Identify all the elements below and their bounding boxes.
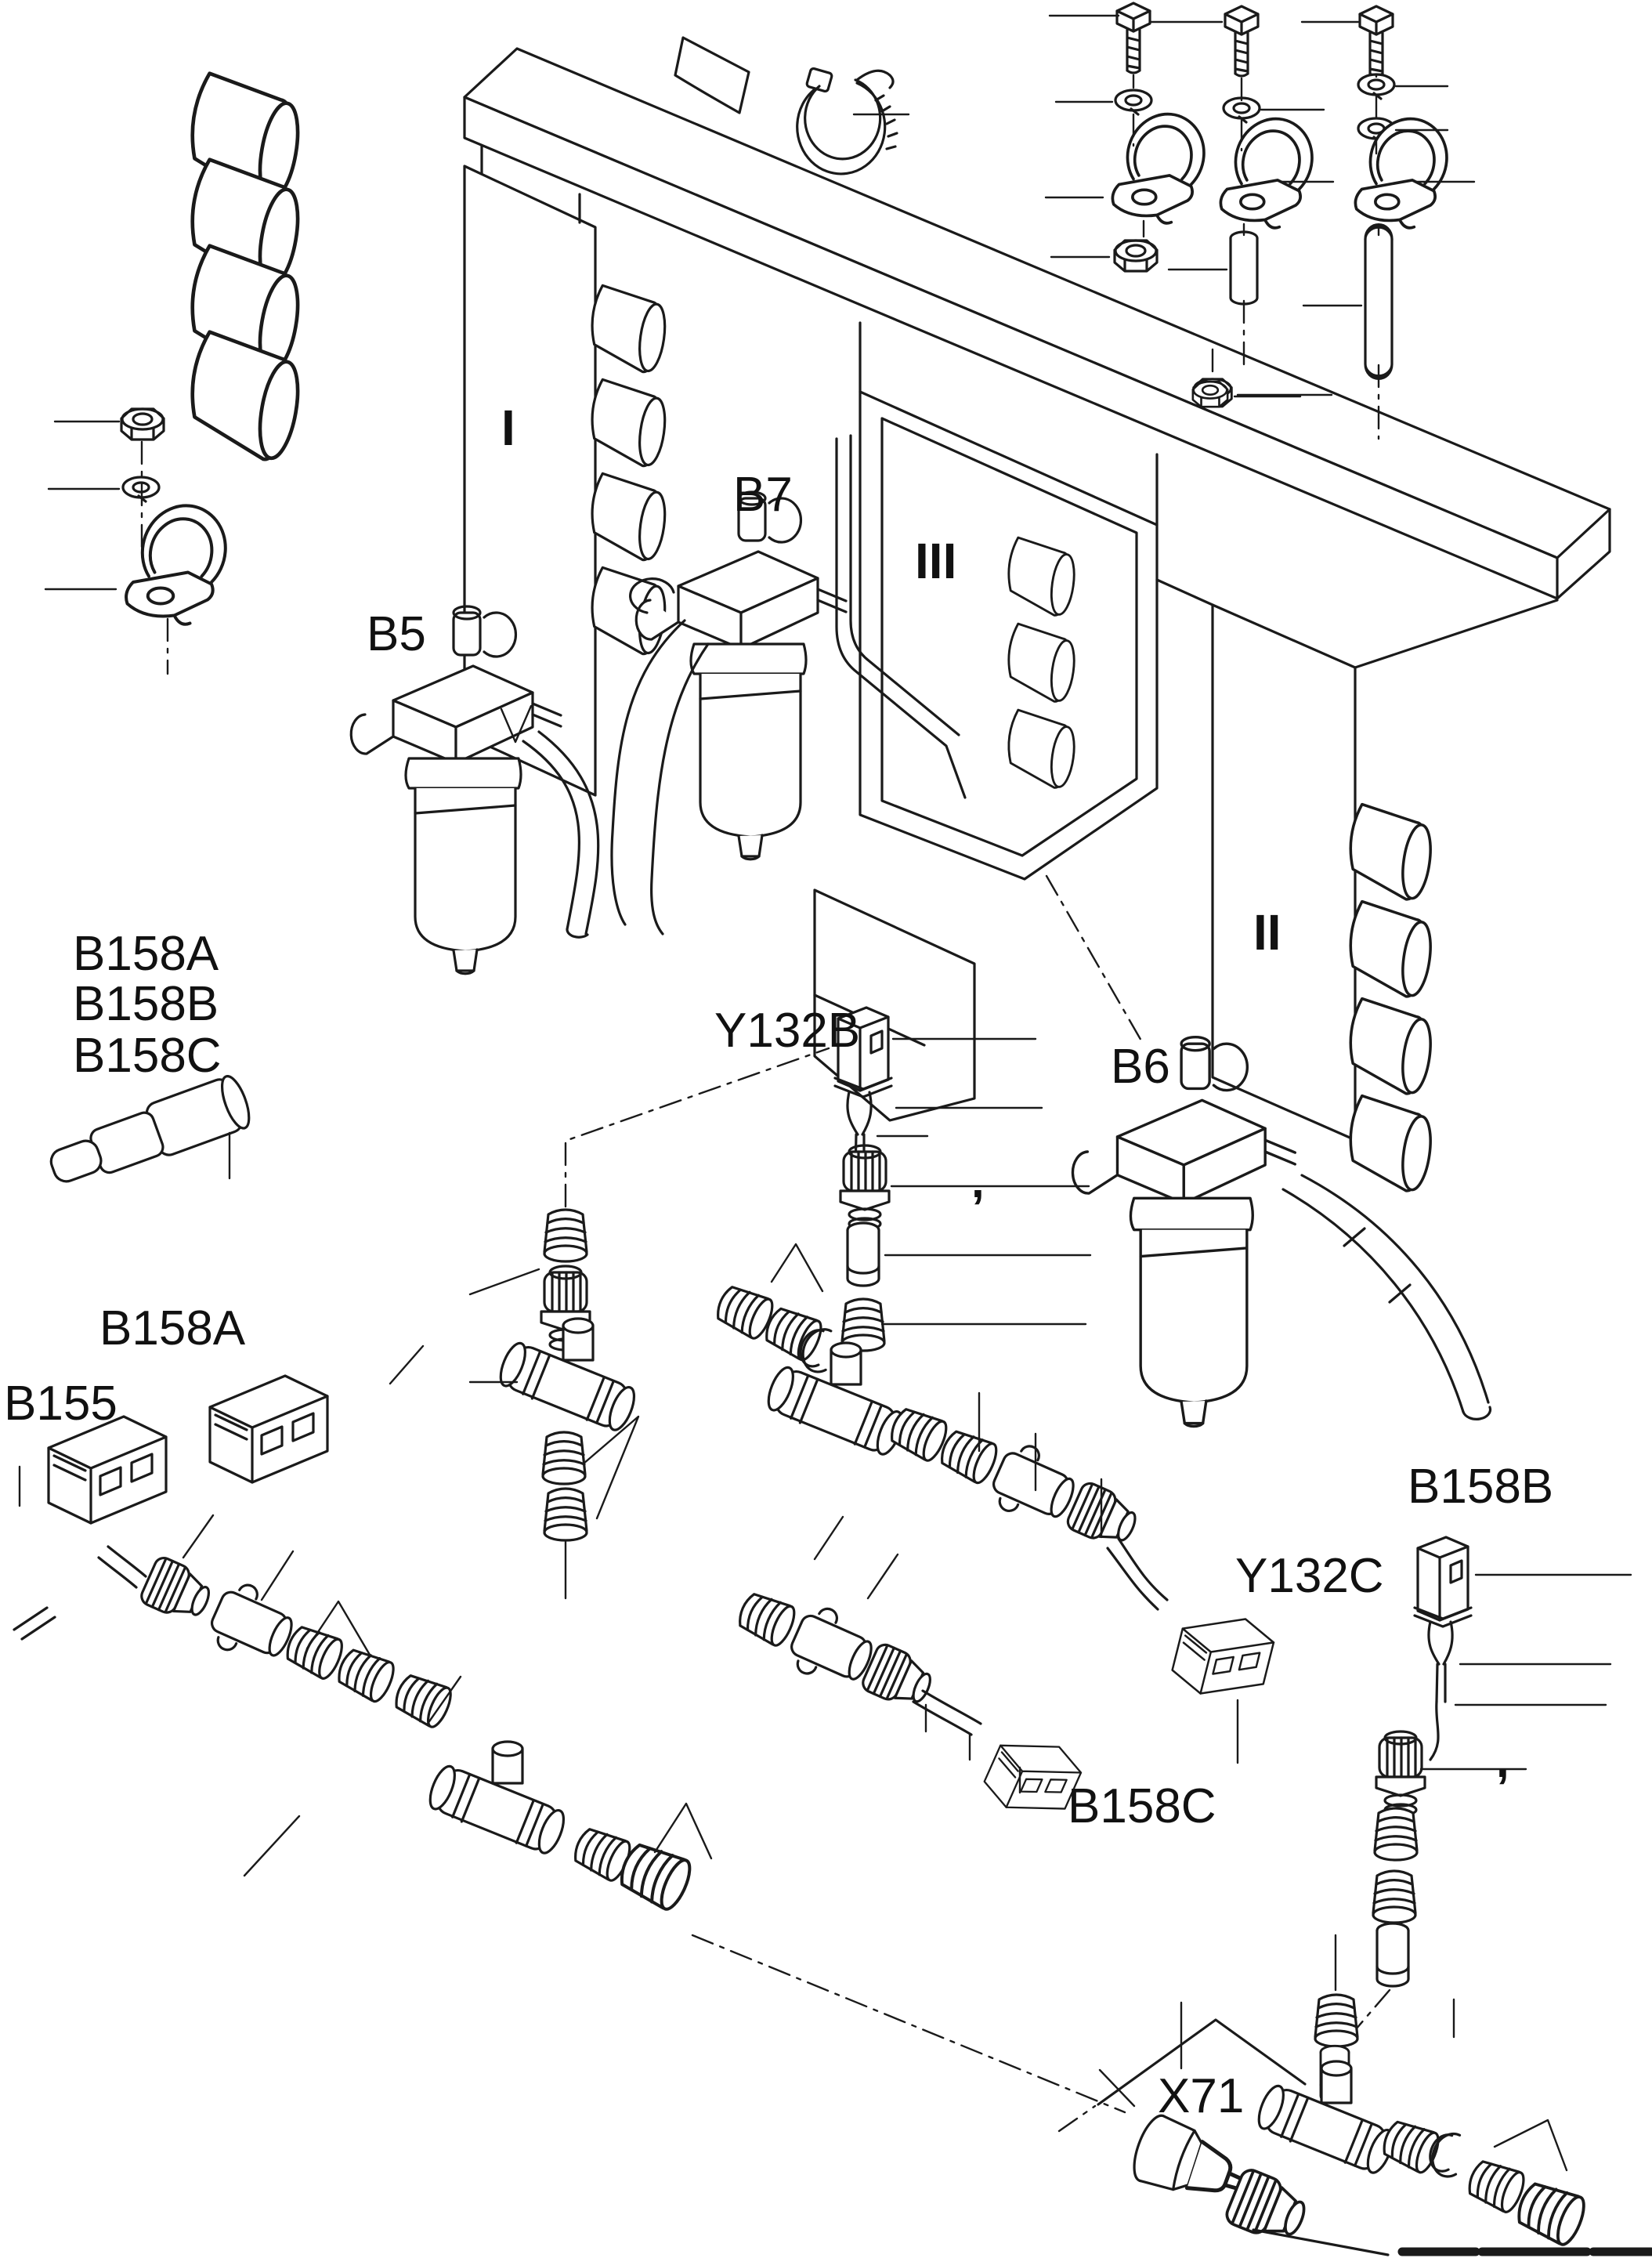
label-b155: B155	[4, 1377, 117, 1431]
manifold-block-II	[1157, 580, 1557, 1193]
label-b6: B6	[1111, 1040, 1170, 1094]
label-b158a: B158A	[99, 1301, 246, 1355]
clamp-hardware-left	[45, 409, 226, 674]
clamp-hardware-column-1	[1046, 3, 1204, 271]
label-b7: B7	[733, 468, 793, 522]
connector-B158A	[210, 1346, 423, 1482]
cable-tie	[797, 68, 909, 174]
chain-to-B158C	[728, 1517, 1086, 1829]
tick-mark-1: ,	[971, 1155, 985, 1207]
label-b158c: B158C	[1068, 1779, 1216, 1833]
label-y132b: Y132B	[714, 1004, 861, 1058]
clamp-hardware-column-3	[1302, 6, 1474, 439]
chain-B158B	[1341, 1537, 1631, 2046]
chain-lower-left	[14, 1515, 1125, 2112]
label-y132c: Y132C	[1235, 1549, 1384, 1603]
label-x71: X71	[1158, 2069, 1245, 2123]
x71-group	[1059, 1935, 1594, 2248]
label-b158a-list: B158A	[73, 927, 219, 981]
border-fragment	[1253, 2230, 1651, 2255]
sensor-B158	[44, 1073, 255, 1194]
engine-cylinders-left	[182, 72, 307, 463]
connector-B155	[20, 1417, 166, 1523]
label-zone-ii: II	[1253, 904, 1281, 961]
chain-to-Y132C	[880, 1391, 1277, 1763]
label-zone-iii: III	[915, 533, 957, 589]
label-b5: B5	[367, 607, 426, 661]
label-b158c-list: B158C	[73, 1029, 222, 1083]
tick-mark-2: ,	[1496, 1735, 1509, 1787]
chain-into-tee	[710, 1244, 843, 1376]
label-zone-i: I	[501, 400, 515, 456]
name-plate	[675, 38, 749, 113]
label-b158b-list: B158B	[73, 977, 219, 1031]
label-b158b: B158B	[1408, 1460, 1554, 1514]
